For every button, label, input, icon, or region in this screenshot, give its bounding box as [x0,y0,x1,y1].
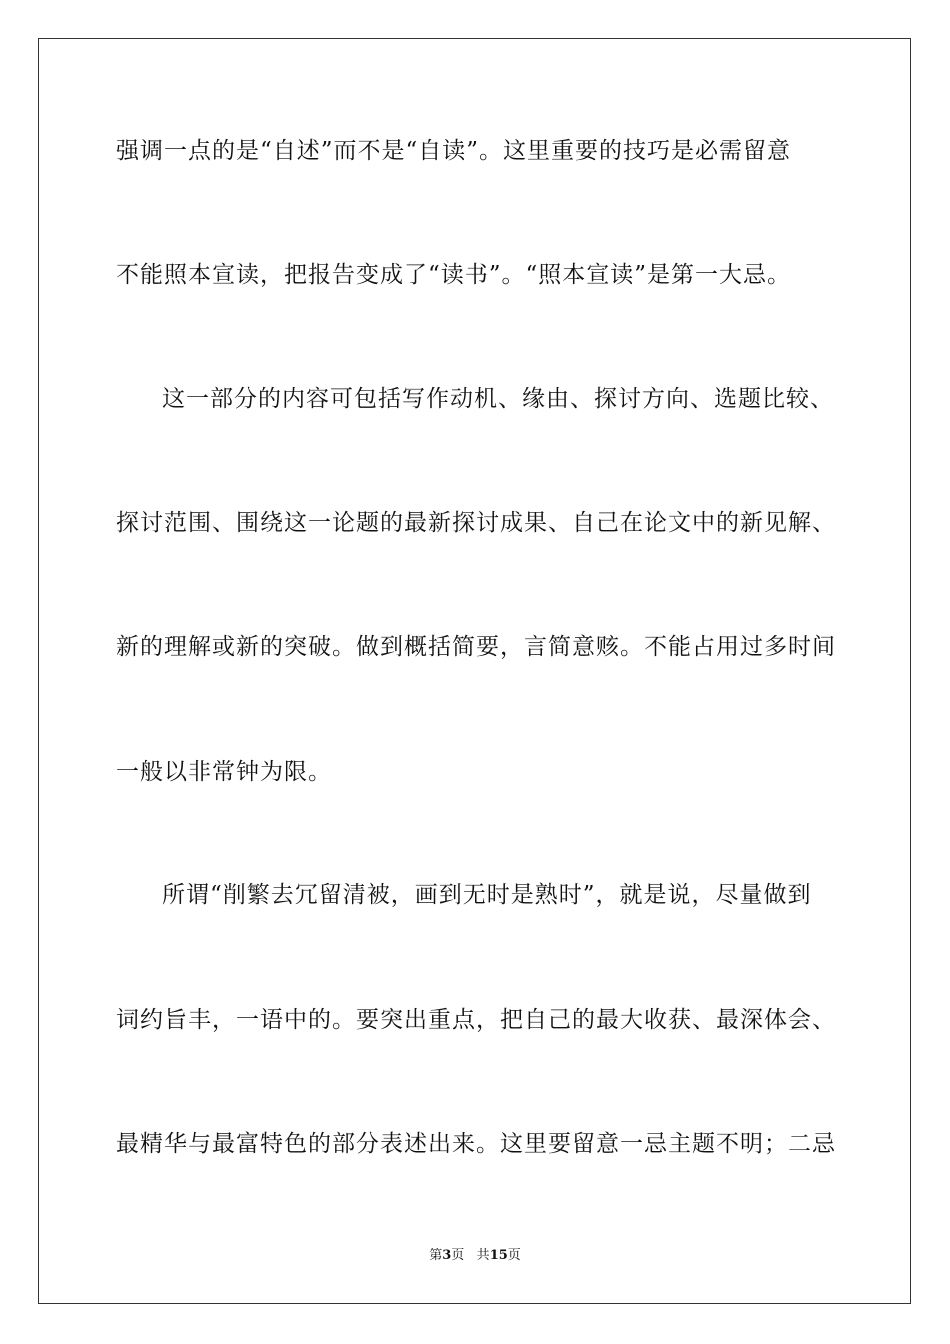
total-label-prefix: 共 [476,1248,490,1263]
page-number: 3 [442,1248,452,1263]
paragraph-line: 最精华与最富特色的部分表述出来。这里要留意一忌主题不明；二忌 [116,1131,836,1157]
page-label-prefix: 第 [429,1248,443,1263]
paragraph-line: 词约旨丰，一语中的。要突出重点，把自己的最大收获、最深体会、 [116,1007,836,1033]
paragraph-line: 一般以非常钟为限。 [116,759,332,785]
page-label-suffix: 页 [451,1248,465,1263]
paragraph-line: 不能照本宣读，把报告变成了“读书”。“照本宣读”是第一大忌。 [116,262,792,288]
paragraph-line: 强调一点的是“自述”而不是“自读”。这里重要的技巧是必需留意 [116,138,792,164]
paragraph-line: 这一部分的内容可包括写作动机、缘由、探讨方向、选题比较、 [162,386,834,412]
paragraph-line: 探讨范围、围绕这一论题的最新探讨成果、自己在论文中的新见解、 [116,510,836,536]
paragraph-line: 新的理解或新的突破。做到概括简要，言简意赅。不能占用过多时间 [116,634,836,660]
total-label-suffix: 页 [507,1248,521,1263]
page-border [38,38,911,1304]
paragraph-line: 所谓“削繁去冗留清被，画到无时是熟时”，就是说，尽量做到 [162,882,812,908]
total-pages: 15 [489,1248,508,1263]
page-footer [0,1248,950,1264]
